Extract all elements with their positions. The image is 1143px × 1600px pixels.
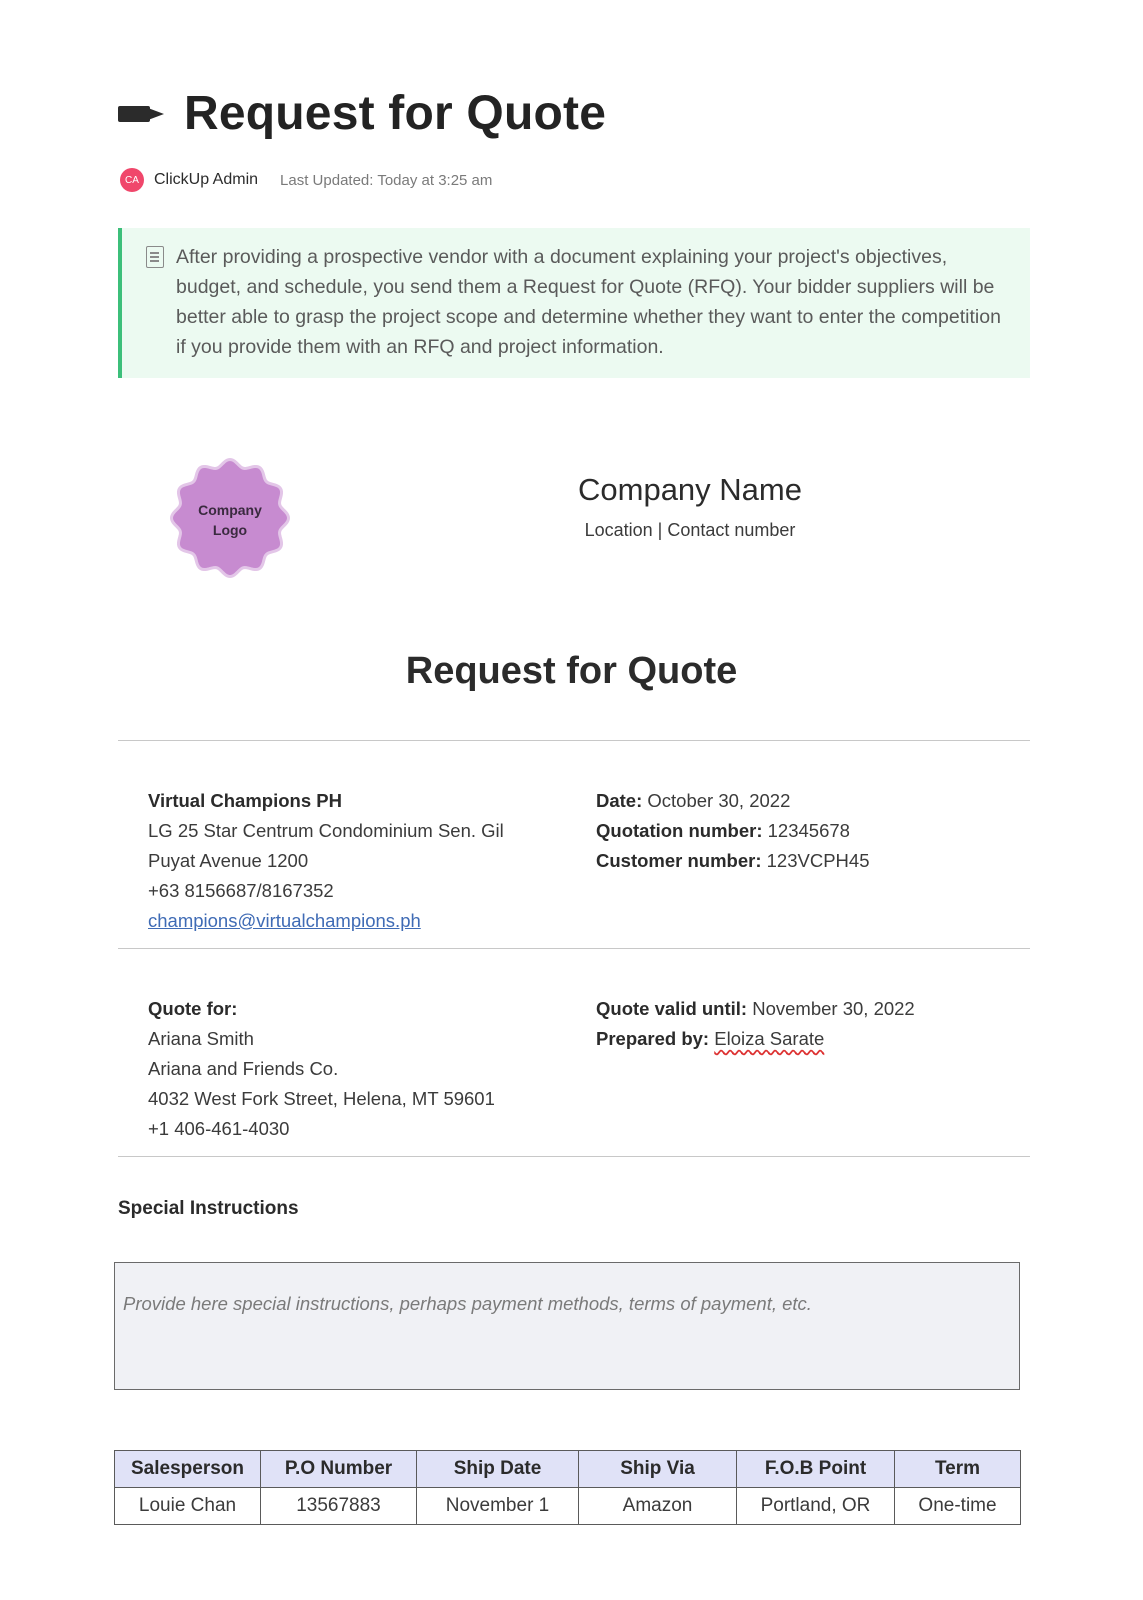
special-instructions-label: Special Instructions <box>118 1198 299 1219</box>
date-value: October 30, 2022 <box>647 790 791 811</box>
meta-row <box>120 168 492 192</box>
customer-label: Customer number: <box>596 850 762 871</box>
customer-name: Ariana Smith <box>148 1028 254 1049</box>
cell-po-number: 13567883 <box>261 1488 417 1525</box>
quotation-value: 12345678 <box>767 820 850 841</box>
info-callout <box>118 228 1030 378</box>
cell-ship-date: November 1 <box>417 1488 579 1525</box>
customer-value: 123VCPH45 <box>766 850 870 871</box>
valid-until-label: Quote valid until: <box>596 998 748 1019</box>
table-row <box>115 1488 1021 1525</box>
company-location-contact: Location | Contact number <box>584 520 796 540</box>
prepared-by-value: Eloiza Sarate <box>714 1028 825 1049</box>
special-instructions-box[interactable] <box>114 1262 1020 1390</box>
col-ship-date: Ship Date <box>417 1451 579 1488</box>
order-table <box>114 1450 1021 1525</box>
customer-phone: +1 406-461-4030 <box>148 1118 290 1139</box>
col-salesperson: Salesperson <box>115 1451 261 1488</box>
col-fob-point: F.O.B Point <box>737 1451 895 1488</box>
col-po-number: P.O Number <box>261 1451 417 1488</box>
date-label: Date: <box>596 790 643 811</box>
prepared-by-label: Prepared by: <box>596 1028 710 1049</box>
company-logo <box>170 458 290 578</box>
sender-phone: +63 8156687/8167352 <box>148 880 334 901</box>
special-instructions-placeholder: Provide here special instructions, perhaps payment methods, terms of payment, etc. <box>123 1293 812 1314</box>
customer-address: 4032 West Fork Street, Helena, MT 59601 <box>148 1088 495 1109</box>
last-updated: Last Updated: Today at 3:25 am <box>280 171 493 189</box>
sender-block <box>148 786 504 936</box>
callout-text: After providing a prospective vendor with a document explaining your project's objectives, budget, and schedule, you send them a Request for Quote (RFQ). Your bidder suppliers will be better able to grasp the project scope and determine whether they want to enter the competition if you provide them with an RFQ and project information. <box>176 246 1001 358</box>
sender-name: Virtual Champions PH <box>148 790 342 811</box>
cell-salesperson: Louie Chan <box>115 1488 261 1525</box>
pen-icon <box>118 100 170 128</box>
sender-address-2: Puyat Avenue 1200 <box>148 850 309 871</box>
avatar[interactable]: CA <box>120 168 144 192</box>
valid-until-value: November 30, 2022 <box>752 998 915 1019</box>
table-header-row <box>115 1451 1021 1488</box>
author-name[interactable]: ClickUp Admin <box>154 171 259 188</box>
sender-address-1: LG 25 Star Centrum Condominium Sen. Gil <box>148 820 504 841</box>
divider <box>118 948 1030 949</box>
divider <box>118 1156 1030 1157</box>
page-title: Request for Quote <box>184 87 607 140</box>
quote-for-block <box>148 994 495 1144</box>
sender-email-link[interactable]: champions@virtualchampions.ph <box>148 910 421 931</box>
note-icon <box>146 246 164 268</box>
document-title: Request for Quote <box>405 650 738 692</box>
cell-fob-point: Portland, OR <box>737 1488 895 1525</box>
logo-line-1: Company <box>198 502 262 518</box>
logo-line-2: Logo <box>212 522 248 538</box>
customer-company: Ariana and Friends Co. <box>148 1058 339 1079</box>
page-header <box>118 86 606 141</box>
col-ship-via: Ship Via <box>579 1451 737 1488</box>
quotation-label: Quotation number: <box>596 820 763 841</box>
company-name: Company Name <box>578 472 802 507</box>
cell-ship-via: Amazon <box>579 1488 737 1525</box>
cell-term: One-time <box>895 1488 1021 1525</box>
col-term: Term <box>895 1451 1021 1488</box>
validity-block <box>596 994 915 1054</box>
divider <box>118 740 1030 741</box>
quote-info-block <box>596 786 869 876</box>
quote-for-label: Quote for: <box>148 998 238 1019</box>
